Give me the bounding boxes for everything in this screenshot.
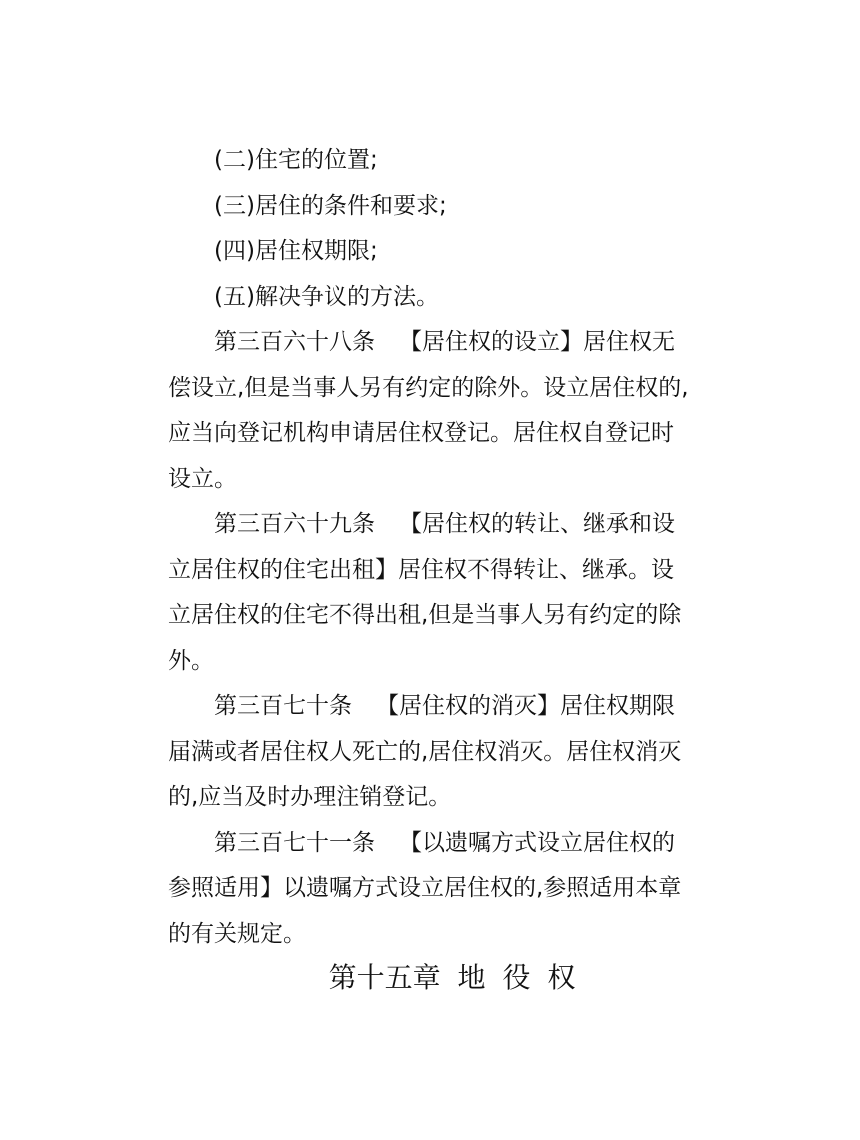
- article-text: 【居住权的转让、继承和设: [399, 511, 675, 537]
- article-368-first-line: [168, 320, 698, 366]
- article-371-first-line: [168, 821, 698, 867]
- article-number: 第三百七十一条: [214, 829, 375, 856]
- chapter-title-char: 权: [547, 961, 576, 994]
- list-item: (三)居住的条件和要求;: [214, 192, 447, 219]
- article-text: 【以遗嘱方式设立居住权的: [399, 829, 675, 856]
- list-item: (四)居住权期限;: [214, 238, 378, 264]
- article-text: 设立。: [168, 465, 237, 492]
- article-369-first-line: [168, 502, 698, 548]
- article-text: 应当向登记机构申请居住权登记。居住权自登记时: [168, 420, 674, 446]
- article-text: 的,应当及时办理注销登记。: [168, 784, 452, 810]
- article-text: 届满或者居住权人死亡的,居住权消灭。居住权消灭: [168, 738, 682, 765]
- chapter-number: 第十五章: [328, 961, 441, 994]
- chapter-heading: [0, 958, 860, 998]
- article-number: 第三百六十九条: [214, 511, 375, 537]
- chapter-title-char: 地: [457, 961, 486, 994]
- chapter-title-char: 役: [502, 961, 531, 994]
- document-body: [168, 138, 698, 957]
- article-text: 外。: [168, 647, 214, 674]
- article-text: 【居住权的消灭】居住权期限: [376, 693, 675, 719]
- article-text: 立居住权的住宅不得出租,但是当事人另有约定的除: [168, 602, 682, 628]
- article-text: 立居住权的住宅出租】居住权不得转让、继承。设: [168, 556, 674, 583]
- article-number: 第三百七十条: [214, 693, 352, 719]
- list-item: (二)住宅的位置;: [214, 147, 378, 173]
- article-text: 参照适用】以遗嘱方式设立居住权的,参照适用本章: [168, 875, 682, 901]
- article-text: 偿设立,但是当事人另有约定的除外。设立居住权的,: [168, 374, 689, 401]
- article-370-first-line: [168, 684, 698, 730]
- article-text: 的有关规定。: [168, 920, 306, 947]
- article-text: 【居住权的设立】居住权无: [399, 329, 675, 355]
- list-item: (五)解决争议的方法。: [214, 283, 439, 310]
- article-number: 第三百六十八条: [214, 329, 375, 355]
